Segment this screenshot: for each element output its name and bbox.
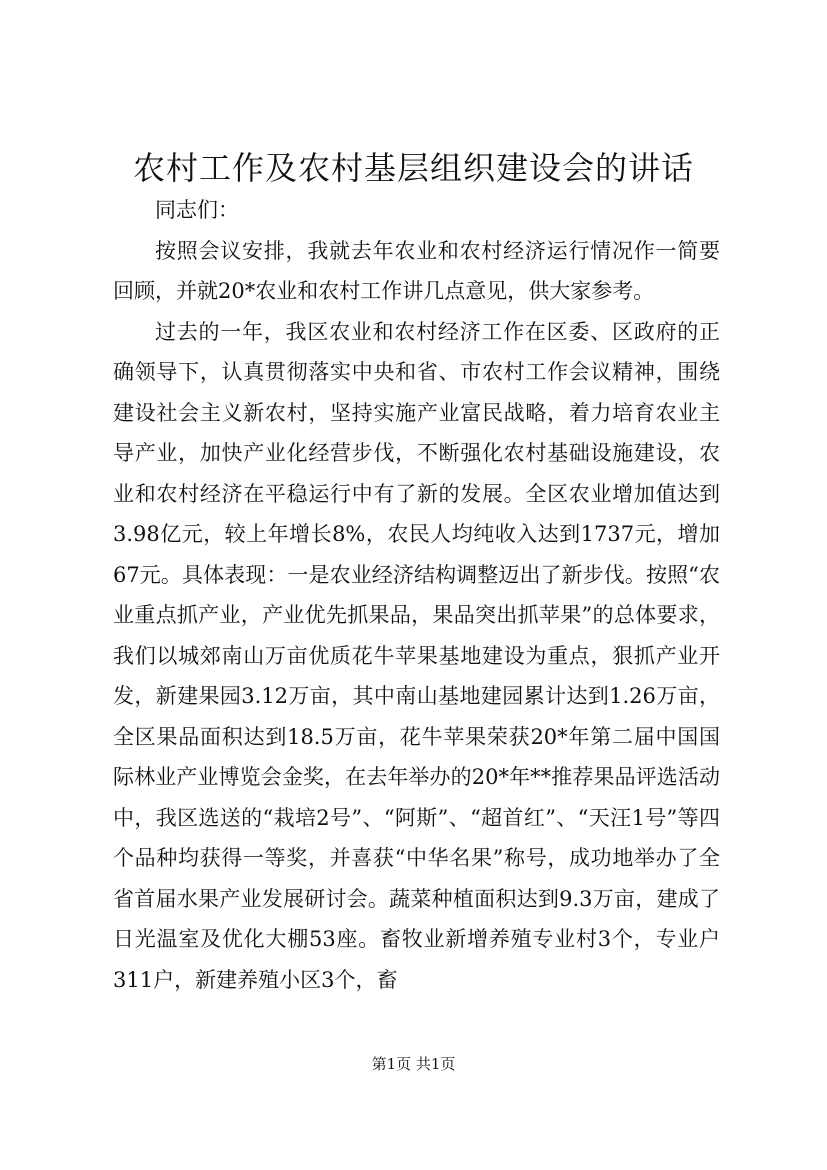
intro-paragraph: 按照会议安排，我就去年农业和农村经济运行情况作一简要回顾，并就20*农业和农村工作讲几点意见，供大家参考。 <box>113 238 720 303</box>
review-paragraph: 过去的一年，我区农业和农村经济工作在区委、区政府的正确领导下，认真贯彻落实中央和省、市农村工作会议精神，围绕建设社会主义新农村，坚持实施产业富民战略，着力培育农业主导产业，加快产业化经营步伐，不断强化农村基础设施建设，农业和农村经济在平稳运行中有了新的发展。全区农业增加值达到3.98亿元，较上年增长8%，农民人均纯收入达到1737元，增加67元。具体表现：一是农业经济结构调整迈出了新步伐。按照“农业重点抓产业，产业优先抓果品，果品突出抓苹果”的总体要求，我们以城郊南山万亩优质花牛苹果基地建设为重点，狠抓产业开发，新建果园3.12万亩，其中南山基地建园累计达到1.26万亩，全区果品面积达到18.5万亩，花牛苹果荣获20*年第二届中国国际林业产业博览会金奖，在去年举办的20*年**推荐果品评选活动中，我区选送的“栽培2号”、“阿斯”、“超首红”、“天汪1号”等四个品种均获得一等奖，并喜获“中华名果”称号，成功地举办了全省首届水果产业发展研讨会。蔬菜种植面积达到9.3万亩，建成了日光温室及优化大棚53座。畜牧业新增养殖专业村3个，专业户311户，新建养殖小区3个，畜 <box>113 319 720 992</box>
document-title: 农村工作及农村基层组织建设会的讲话 <box>132 149 694 187</box>
page-footer: 第1页 共1页 <box>371 1055 456 1073</box>
salutation-paragraph: 同志们： <box>155 198 239 222</box>
document-body <box>113 190 720 1000</box>
